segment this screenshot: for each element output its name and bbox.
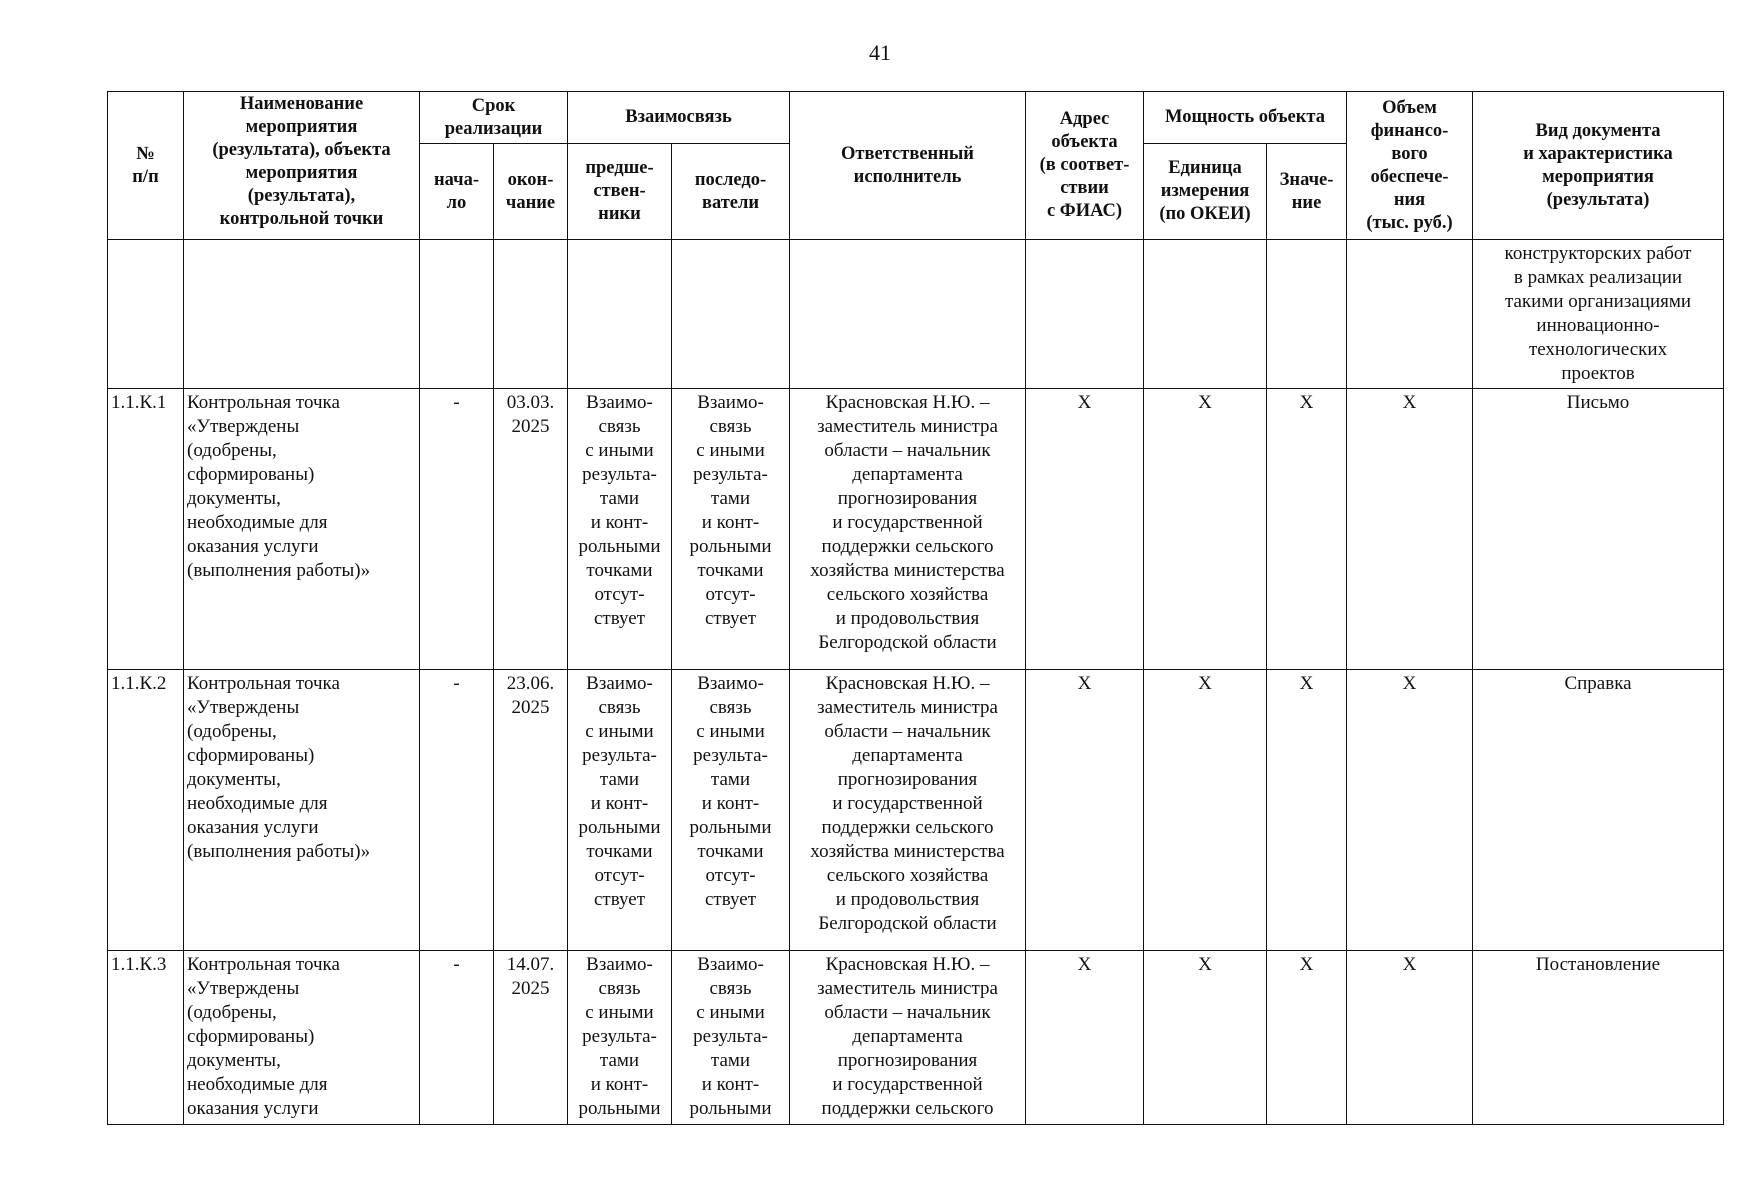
table-row	[108, 389, 1724, 670]
cell-empty	[1347, 240, 1473, 389]
cell-empty	[420, 240, 494, 389]
cell-end: 23.06. 2025	[494, 670, 568, 951]
cell-unit: X	[1144, 670, 1267, 951]
cell-prev: Взаимо- связь с иными результа- тами и конт- рольными точками отсут- ствует	[568, 670, 672, 951]
header-num: № п/п	[108, 92, 184, 240]
cell-address: X	[1026, 389, 1144, 670]
cell-name: Контрольная точка «Утверждены (одобрены, сформированы) документы, необходимые для оказания услуги (выполнения работы)»	[184, 670, 420, 951]
cell-empty	[494, 240, 568, 389]
cell-next: Взаимо- связь с иными результа- тами и конт- рольными	[672, 951, 790, 1125]
cell-empty	[1026, 240, 1144, 389]
header-rel-next: последо- ватели	[672, 144, 790, 240]
header-term-end: окон- чание	[494, 144, 568, 240]
cell-next: Взаимо- связь с иными результа- тами и конт- рольными точками отсут- ствует	[672, 670, 790, 951]
cell-empty	[568, 240, 672, 389]
cell-empty	[672, 240, 790, 389]
cell-doc: Письмо	[1473, 389, 1724, 670]
header-address: Адрес объекта (в соответ- ствии с ФИАС)	[1026, 92, 1144, 240]
events-table	[107, 91, 1724, 1125]
continuation-row	[108, 240, 1724, 389]
cell-start: -	[420, 951, 494, 1125]
cell-prev: Взаимо- связь с иными результа- тами и конт- рольными	[568, 951, 672, 1125]
cell-unit: X	[1144, 951, 1267, 1125]
cell-finance: X	[1347, 951, 1473, 1125]
cell-doc: конструкторских работ в рамках реализации такими организациями инновационно- технологических проектов	[1473, 240, 1724, 389]
cell-empty	[1267, 240, 1347, 389]
header-unit: Единица измерения (по ОКЕИ)	[1144, 144, 1267, 240]
header-term: Срок реализации	[420, 92, 568, 144]
cell-value: X	[1267, 389, 1347, 670]
page-number: 41	[869, 40, 891, 65]
cell-num: 1.1.К.3	[108, 951, 184, 1125]
cell-empty	[790, 240, 1026, 389]
header-rel-prev: предше- ствен- ники	[568, 144, 672, 240]
cell-num: 1.1.К.2	[108, 670, 184, 951]
cell-next: Взаимо- связь с иными результа- тами и конт- рольными точками отсут- ствует	[672, 389, 790, 670]
cell-end: 03.03. 2025	[494, 389, 568, 670]
cell-num: 1.1.К.1	[108, 389, 184, 670]
cell-empty	[1144, 240, 1267, 389]
cell-doc: Справка	[1473, 670, 1724, 951]
cell-empty	[184, 240, 420, 389]
header-term-start: нача- ло	[420, 144, 494, 240]
header-capacity: Мощность объекта	[1144, 92, 1347, 144]
cell-empty	[108, 240, 184, 389]
cell-name: Контрольная точка «Утверждены (одобрены, сформированы) документы, необходимые для оказания услуги (выполнения работы)»	[184, 389, 420, 670]
cell-responsible: Красновская Н.Ю. – заместитель министра области – начальник департамента прогнозирования и государственной поддержки сельского	[790, 951, 1026, 1125]
header-responsible: Ответственный исполнитель	[790, 92, 1026, 240]
cell-finance: X	[1347, 389, 1473, 670]
header-name: Наименование мероприятия (результата), объекта мероприятия (результата), контрольной точки	[184, 92, 420, 240]
header-relation: Взаимосвязь	[568, 92, 790, 144]
table-header-row-1	[108, 92, 1724, 144]
cell-finance: X	[1347, 670, 1473, 951]
cell-value: X	[1267, 670, 1347, 951]
header-value: Значе- ние	[1267, 144, 1347, 240]
cell-responsible: Красновская Н.Ю. – заместитель министра области – начальник департамента прогнозирования и государственной поддержки сельского хозяйства министерства сельского хозяйства и продовольствия Белгородской области	[790, 389, 1026, 670]
cell-address: X	[1026, 670, 1144, 951]
table-row	[108, 951, 1724, 1125]
header-doc: Вид документа и характеристика мероприятия (результата)	[1473, 92, 1724, 240]
cell-doc: Постановление	[1473, 951, 1724, 1125]
cell-start: -	[420, 389, 494, 670]
header-finance: Объем финансо- вого обеспече- ния (тыс. руб.)	[1347, 92, 1473, 240]
cell-start: -	[420, 670, 494, 951]
cell-name: Контрольная точка «Утверждены (одобрены, сформированы) документы, необходимые для оказания услуги	[184, 951, 420, 1125]
cell-end: 14.07. 2025	[494, 951, 568, 1125]
cell-value: X	[1267, 951, 1347, 1125]
cell-responsible: Красновская Н.Ю. – заместитель министра области – начальник департамента прогнозирования и государственной поддержки сельского хозяйства министерства сельского хозяйства и продовольствия Белгородской области	[790, 670, 1026, 951]
table-row	[108, 670, 1724, 951]
cell-address: X	[1026, 951, 1144, 1125]
cell-prev: Взаимо- связь с иными результа- тами и конт- рольными точками отсут- ствует	[568, 389, 672, 670]
cell-unit: X	[1144, 389, 1267, 670]
